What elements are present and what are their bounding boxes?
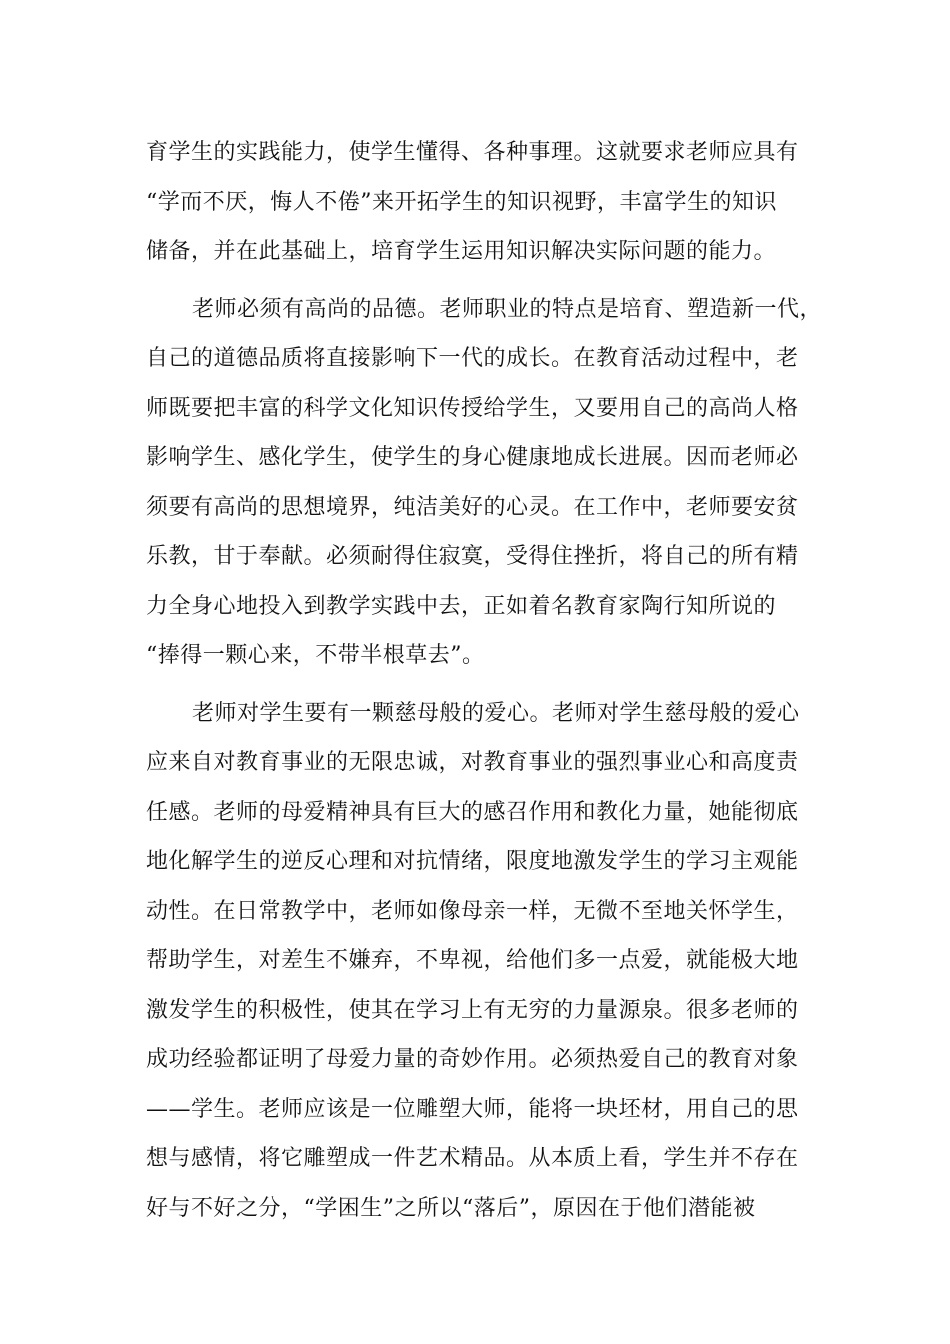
text-line: 力全身心地投入到教学实践中去，正如着名教育家陶行知所说的 [146, 593, 777, 619]
text-line: 激发学生的积极性，使其在学习上有无穷的力量源泉。很多老师的 [146, 997, 799, 1023]
paragraph-gap [146, 681, 826, 689]
paragraph-gap [146, 277, 826, 285]
text-line: 自己的道德品质将直接影响下一代的成长。在教育活动过程中，老 [146, 346, 799, 371]
text-line: 储备，并在此基础上，培育学生运用知识解决实际问题的能力。 [146, 239, 777, 264]
text-line: 影响学生、感化学生，使学生的身心健康地成长进展。因而老师必 [146, 445, 799, 470]
text-line: 地化解学生的逆反心理和对抗情绪，限度地激发学生的学习主观能 [146, 849, 799, 874]
text-line: 帮助学生，对差生不嫌弃，不卑视，给他们多一点爱，就能极大地 [146, 948, 799, 973]
text-line: 须要有高尚的思想境界，纯洁美好的心灵。在工作中，老师要安贫 [146, 494, 799, 520]
paragraph-2 [146, 285, 826, 681]
text-line: 老师对学生要有一颗慈母般的爱心。老师对学生慈母般的爱心 [192, 700, 800, 726]
paragraph-3 [146, 689, 826, 1234]
text-line: 乐教，甘于奉献。必须耐得住寂寞，受得住挫折，将自己的所有精 [146, 544, 799, 569]
text-line: 好与不好之分，“学困生”之所以“落后”，原因在于他们潜能被 [146, 1195, 756, 1221]
text-line: 成功经验都证明了母爱力量的奇妙作用。必须热爱自己的教育对象 [146, 1047, 799, 1072]
text-line: 任感。老师的母爱精神具有巨大的感召作用和教化力量，她能彻底 [146, 799, 799, 825]
text-line: 师既要把丰富的科学文化知识传授给学生，又要用自己的高尚人格 [146, 395, 799, 421]
body-text [146, 128, 826, 1233]
text-line: 老师必须有高尚的品德。老师职业的特点是培育、塑造新一代， [192, 296, 823, 322]
text-line: 想与感情，将它雕塑成一件艺术精品。从本质上看，学生并不存在 [146, 1146, 799, 1171]
text-line: “捧得一颗心来，不带半根草去”。 [146, 643, 485, 668]
text-line: ——学生。老师应该是一位雕塑大师，能将一块坯材，用自己的思 [146, 1096, 799, 1122]
text-line: 育学生的实践能力，使学生懂得、各种事理。这就要求老师应具有 [146, 140, 799, 165]
text-line: 应来自对教育事业的无限忠诚，对教育事业的强烈事业心和高度责 [146, 750, 799, 775]
text-line: 动性。在日常教学中，老师如像母亲一样，无微不至地关怀学生， [146, 898, 799, 924]
paragraph-1 [146, 128, 826, 277]
text-line: “学而不厌，悔人不倦”来开拓学生的知识视野，丰富学生的知识 [146, 189, 777, 215]
